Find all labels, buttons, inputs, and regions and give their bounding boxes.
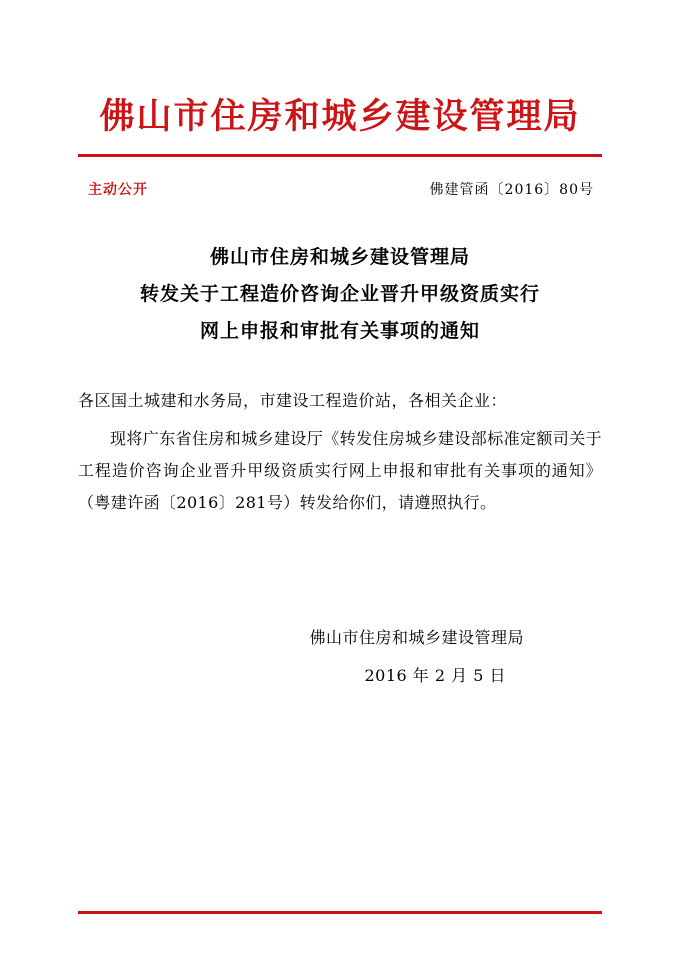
signature-block	[78, 619, 602, 696]
document-number: 佛建管函〔2016〕80号	[429, 182, 594, 198]
disclosure-label: 主动公开	[88, 182, 148, 198]
document-title-line-1: 佛山市住房和城乡建设管理局	[209, 246, 470, 268]
masthead-title: 佛山市住房和城乡建设管理局	[99, 96, 581, 137]
document-meta-row	[78, 179, 602, 199]
salutation: 各区国土城建和水务局，市建设工程造价站，各相关企业：	[78, 391, 508, 411]
signature-date: 2016 年 2 月 5 日	[364, 665, 506, 685]
document-title-line-3: 网上申报和审批有关事项的通知	[199, 320, 480, 343]
body-paragraph: 现将广东省住房和城乡建设厅《转发住房城乡建设部标准定额司关于工程造价咨询企业晋升甲级资质实行网上申报和审批有关事项的通知》（粤建许函〔2016〕281号）转发给你们，请遵照执行。	[78, 428, 603, 512]
masthead-divider	[78, 154, 602, 157]
document-title-line-2: 转发关于工程造价咨询企业晋升甲级资质实行	[139, 283, 540, 306]
masthead	[78, 0, 602, 157]
footer-divider	[78, 911, 602, 914]
signature-issuer: 佛山市住房和城乡建设管理局	[309, 627, 524, 647]
document-title	[78, 239, 602, 350]
